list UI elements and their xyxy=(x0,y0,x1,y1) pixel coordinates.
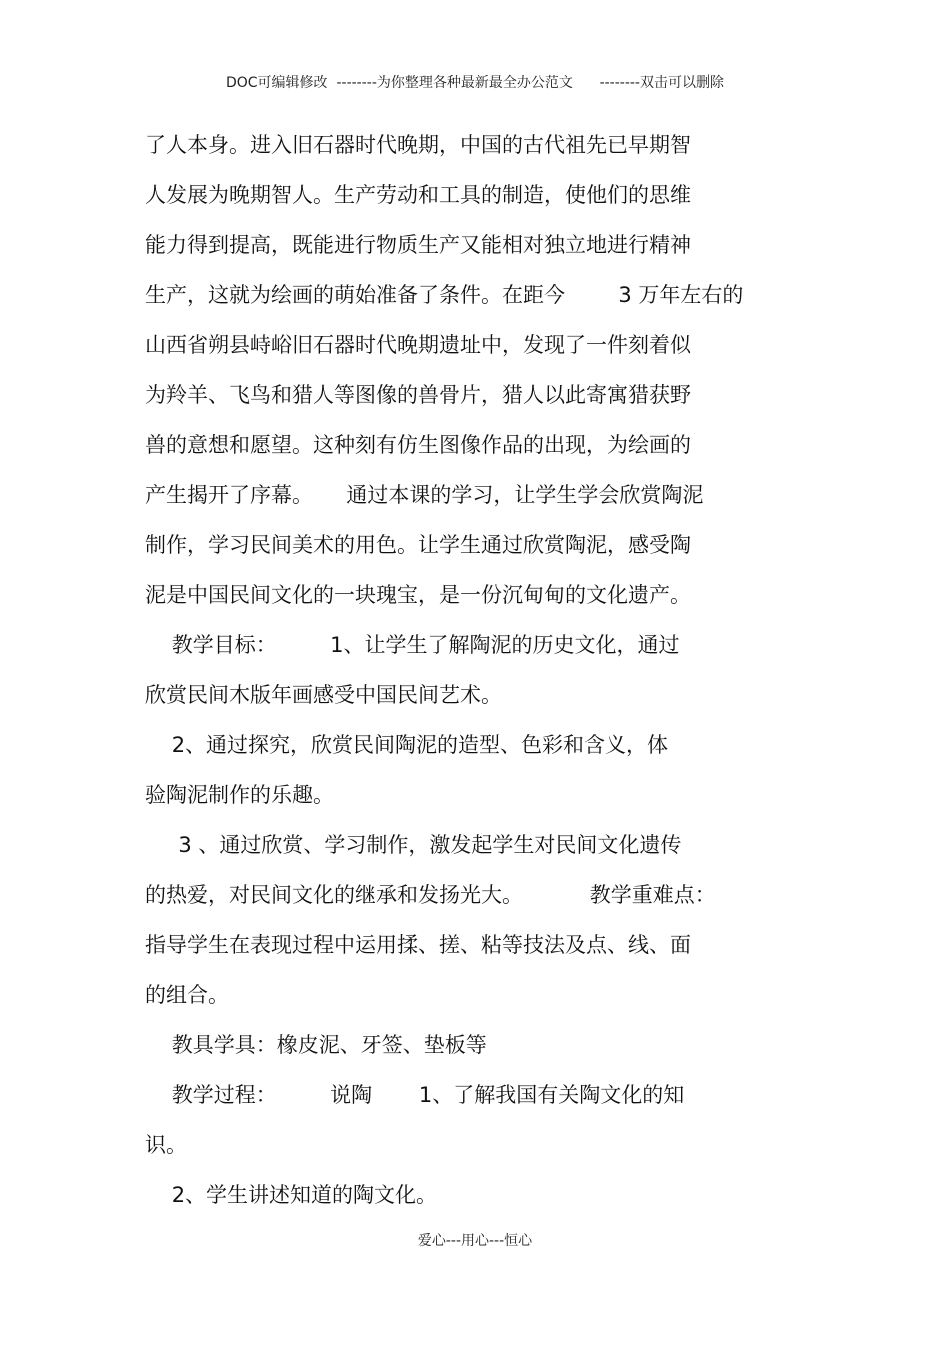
body-line: 教学过程： 说陶 1、了解我国有关陶文化的知 xyxy=(145,1083,685,1107)
body-line: 3 、通过欣赏、学习制作，激发起学生对民间文化遗传 xyxy=(145,833,682,857)
body-line: 兽的意想和愿望。这种刻有仿生图像作品的出现，为绘画的 xyxy=(145,433,691,457)
body-line: 识。 xyxy=(145,1133,187,1157)
body-line: 欣赏民间木版年画感受中国民间艺术。 xyxy=(145,683,502,707)
body-line: 2、学生讲述知道的陶文化。 xyxy=(145,1183,438,1207)
body-line: 了人本身。进入旧石器时代晚期，中国的古代祖先已早期智 xyxy=(145,133,691,157)
body-line: 泥是中国民间文化的一块瑰宝，是一份沉甸甸的文化遗产。 xyxy=(145,583,691,607)
body-line: 的热爱，对民间文化的继承和发扬光大。 教学重难点： xyxy=(145,883,716,907)
body-line: 的组合。 xyxy=(145,983,229,1007)
body-line: 教学目标： 1、让学生了解陶泥的历史文化，通过 xyxy=(145,633,680,657)
body-line: 为羚羊、飞鸟和猎人等图像的兽骨片，猎人以此寄寓猎获野 xyxy=(145,383,691,407)
page-footer: 爱心---用心---恒心 xyxy=(417,1233,533,1249)
body-line: 产生揭开了序幕。 通过本课的学习，让学生学会欣赏陶泥 xyxy=(145,483,704,507)
body-line: 验陶泥制作的乐趣。 xyxy=(145,783,334,807)
body-line: 2、通过探究，欣赏民间陶泥的造型、色彩和含义，体 xyxy=(145,733,669,757)
body-line: 指导学生在表现过程中运用揉、搓、粘等技法及点、线、面 xyxy=(145,933,691,957)
body-line: 人发展为晚期智人。生产劳动和工具的制造，使他们的思维 xyxy=(145,183,691,207)
body-line: 山西省朔县峙峪旧石器时代晚期遗址中，发现了一件刻着似 xyxy=(145,333,691,357)
body-line: 教具学具：橡皮泥、牙签、垫板等 xyxy=(145,1033,487,1057)
page-header: DOC可编辑修改 --------为你整理各种最新最全办公范文 --------双击可以删除 xyxy=(225,75,724,91)
body-line: 生产，这就为绘画的萌始准备了条件。在距今 3 万年左右的 xyxy=(145,283,744,307)
body-line: 能力得到提高，既能进行物质生产又能相对独立地进行精神 xyxy=(145,233,691,257)
document-body xyxy=(145,120,825,1220)
body-line: 制作，学习民间美术的用色。让学生通过欣赏陶泥，感受陶 xyxy=(145,533,691,557)
